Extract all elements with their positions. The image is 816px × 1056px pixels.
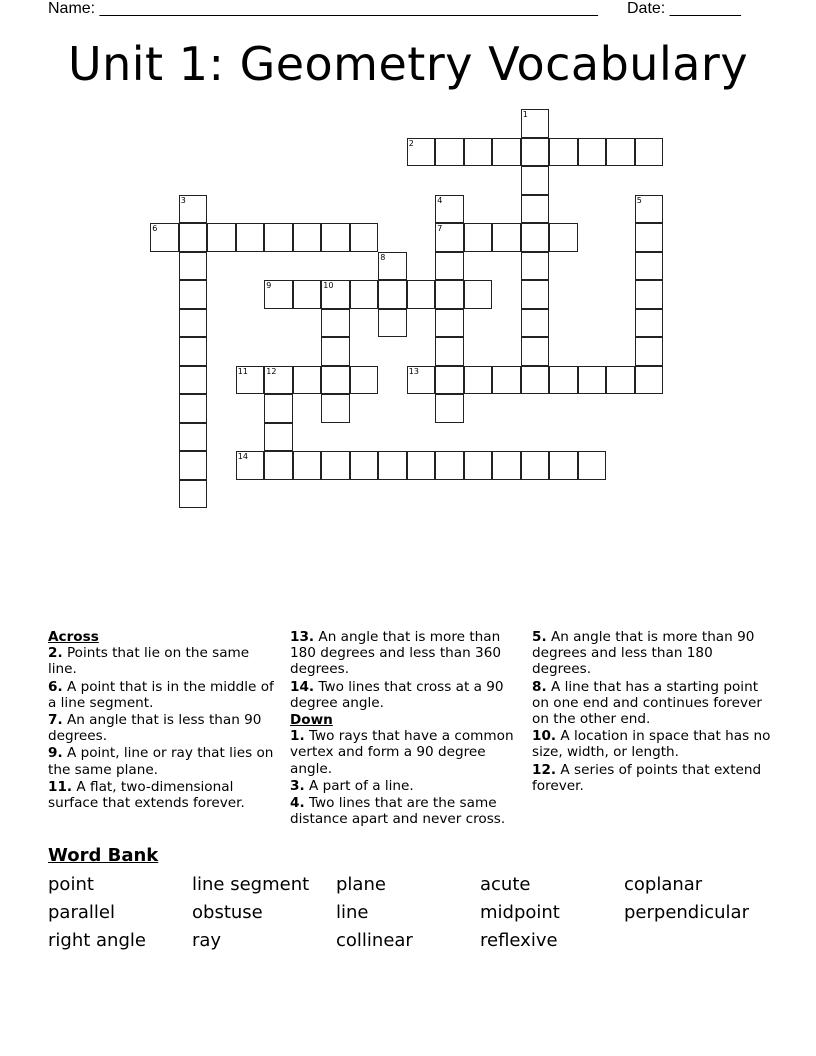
clue-down-4: 4. Two lines that are the same distance apart and never cross. [290,795,506,828]
crossword-cell[interactable] [464,280,493,309]
date-field[interactable]: Date: ________ [627,0,741,17]
crossword-cell[interactable] [635,252,664,281]
word-bank-word: ray [192,930,222,951]
crossword-cell[interactable] [635,309,664,338]
word-bank-word: coplanar [624,874,703,895]
crossword-cell[interactable] [321,280,350,309]
crossword-cell[interactable] [321,366,350,395]
crossword-cell[interactable] [635,223,664,252]
clue-number: 1 [522,110,528,120]
crossword-cell[interactable] [293,280,322,309]
clue-number: 13 [408,366,419,376]
crossword-cell[interactable] [321,223,350,252]
crossword-cell[interactable] [350,280,379,309]
word-bank-column-2 [192,871,309,955]
crossword-cell[interactable] [293,451,322,480]
crossword-cell[interactable] [435,280,464,309]
crossword-cell[interactable] [435,309,464,338]
clue-down-1: 1. Two rays that have a common vertex and form a 90 degree angle. [290,728,514,777]
crossword-cell[interactable] [264,280,293,309]
crossword-cell[interactable] [435,366,464,395]
crossword-cell[interactable] [179,309,208,338]
word-bank-word: right angle [48,930,146,951]
word-bank-column-5 [624,871,749,927]
clue-across-11: 11. A flat, two-dimensional surface that extends forever. [48,778,245,812]
word-bank-word: midpoint [480,902,560,923]
word-bank-word: perpendicular [624,902,749,923]
crossword-cell[interactable] [179,480,208,509]
crossword-cell[interactable] [264,451,293,480]
crossword-cell[interactable] [492,451,521,480]
crossword-cell[interactable] [578,138,607,167]
crossword-cell[interactable] [293,366,322,395]
crossword-cell[interactable] [464,451,493,480]
crossword-cell[interactable] [521,366,550,395]
word-bank-column-3 [336,871,413,955]
clue-number: 14 [237,452,248,462]
clue-down-10: 10. A location in space that has no size, width, or length. [532,728,771,761]
crossword-cell[interactable] [521,166,550,195]
word-bank-word: line segment [192,874,310,895]
clue-number: 10 [323,281,334,291]
name-field[interactable]: Name: ________________________________________________________ [48,0,598,17]
crossword-cell[interactable] [350,366,379,395]
crossword-cell[interactable] [521,195,550,224]
crossword-cell[interactable] [293,223,322,252]
crossword-cell[interactable] [435,451,464,480]
word-bank-word: point [48,874,94,895]
clue-number: 6 [152,224,158,234]
word-bank-word: line [336,902,369,923]
crossword-cell[interactable] [179,451,208,480]
clues-column-3 [532,629,772,795]
crossword-cell[interactable] [435,252,464,281]
crossword-cell[interactable] [521,309,550,338]
clue-number: 5 [636,195,642,205]
crossword-cell[interactable] [635,195,664,224]
crossword-cell[interactable] [606,138,635,167]
crossword-cell[interactable] [179,195,208,224]
clue-across-2: 2. Points that lie on the same line. [48,645,250,678]
crossword-cell[interactable] [179,252,208,281]
word-bank-word: plane [336,874,386,895]
crossword-cell[interactable] [635,280,664,309]
crossword-cell[interactable] [435,138,464,167]
crossword-cell[interactable] [578,451,607,480]
word-bank-column-1 [48,871,146,955]
crossword-cell[interactable] [464,366,493,395]
crossword-cell[interactable] [407,451,436,480]
crossword-cell[interactable] [521,451,550,480]
crossword-cell[interactable] [549,223,578,252]
crossword-cell[interactable] [264,223,293,252]
crossword-cell[interactable] [207,223,236,252]
clue-across-6: 6. A point that is in the middle of a line segment. [48,678,274,711]
crossword-cell[interactable] [464,223,493,252]
crossword-cell[interactable] [549,138,578,167]
crossword-cell[interactable] [521,280,550,309]
clue-number: 12 [266,366,277,376]
crossword-cell[interactable] [407,280,436,309]
crossword-cell[interactable] [264,366,293,395]
crossword-cell[interactable] [179,280,208,309]
crossword-cell[interactable] [179,394,208,423]
crossword-cell[interactable] [378,309,407,338]
clue-down-12: 12. A series of points that extend forever. [532,761,762,794]
crossword-cell[interactable] [521,337,550,366]
crossword-cell[interactable] [321,394,350,423]
clue-number: 9 [266,281,272,291]
clue-number: 2 [408,138,414,148]
word-bank-word: reflexive [480,930,558,951]
across-heading: Across [48,629,99,645]
word-bank-word: acute [480,874,531,895]
crossword-cell[interactable] [549,366,578,395]
page-title: Unit 1: Geometry Vocabulary [67,37,749,91]
crossword-cell[interactable] [492,366,521,395]
crossword-cell[interactable] [264,394,293,423]
clue-across-14: 14. Two lines that cross at a 90 degree angle. [290,678,504,711]
crossword-cell[interactable] [378,280,407,309]
crossword-cell[interactable] [435,223,464,252]
clue-number: 11 [237,366,248,376]
crossword-cell[interactable] [321,451,350,480]
clue-number: 7 [437,224,443,234]
clue-number: 4 [437,195,443,205]
crossword-cell[interactable] [635,337,664,366]
crossword-cell[interactable] [179,423,208,452]
clues-column-2 [290,629,522,828]
crossword-cell[interactable] [321,337,350,366]
crossword-cell[interactable] [264,423,293,452]
crossword-cell[interactable] [521,223,550,252]
crossword-cell[interactable] [150,223,179,252]
crossword-cell[interactable] [435,195,464,224]
crossword-cell[interactable] [378,451,407,480]
crossword-cell[interactable] [549,451,578,480]
crossword-cell[interactable] [521,109,550,138]
crossword-cell[interactable] [378,252,407,281]
crossword-cell[interactable] [407,366,436,395]
crossword-cell[interactable] [635,138,664,167]
crossword-cell[interactable] [350,223,379,252]
crossword-cell[interactable] [179,337,208,366]
down-heading: Down [290,712,333,729]
crossword-cell[interactable] [635,366,664,395]
clue-down-8: 8. A line that has a starting point on one end and continues forever on the other end. [532,678,762,728]
clue-down-3: 3. A part of a line. [290,777,414,794]
crossword-cell[interactable] [321,309,350,338]
crossword-cell[interactable] [236,223,265,252]
word-bank-column-4 [480,871,560,955]
word-bank-word: collinear [336,930,413,951]
crossword-cell[interactable] [236,451,265,480]
crossword-cell[interactable] [521,138,550,167]
crossword-cell[interactable] [407,138,436,167]
crossword-cell[interactable] [179,223,208,252]
clue-across-9: 9. A point, line or ray that lies on the same plane. [48,745,274,778]
clues-column-1 [48,629,278,812]
crossword-cell[interactable] [492,138,521,167]
clue-number: 8 [380,252,386,262]
crossword-cell[interactable] [606,366,635,395]
crossword-cell[interactable] [464,138,493,167]
crossword-cell[interactable] [521,252,550,281]
clue-number: 3 [180,195,186,205]
word-bank-title: Word Bank [48,845,159,866]
crossword-cell[interactable] [435,394,464,423]
crossword-cell[interactable] [179,366,208,395]
crossword-cell[interactable] [492,223,521,252]
crossword-cell[interactable] [350,451,379,480]
crossword-cell[interactable] [578,366,607,395]
clue-across-13: 13. An angle that is more than 180 degrees and less than 360 degrees. [290,629,501,678]
clue-across-7: 7. An angle that is less than 90 degrees. [48,712,262,745]
crossword-cell[interactable] [236,366,265,395]
crossword-cell[interactable] [435,337,464,366]
clue-down-5: 5. An angle that is more than 90 degrees and less than 180 degrees. [532,629,755,678]
word-bank-word: obstuse [192,902,263,923]
word-bank-word: parallel [48,902,115,923]
